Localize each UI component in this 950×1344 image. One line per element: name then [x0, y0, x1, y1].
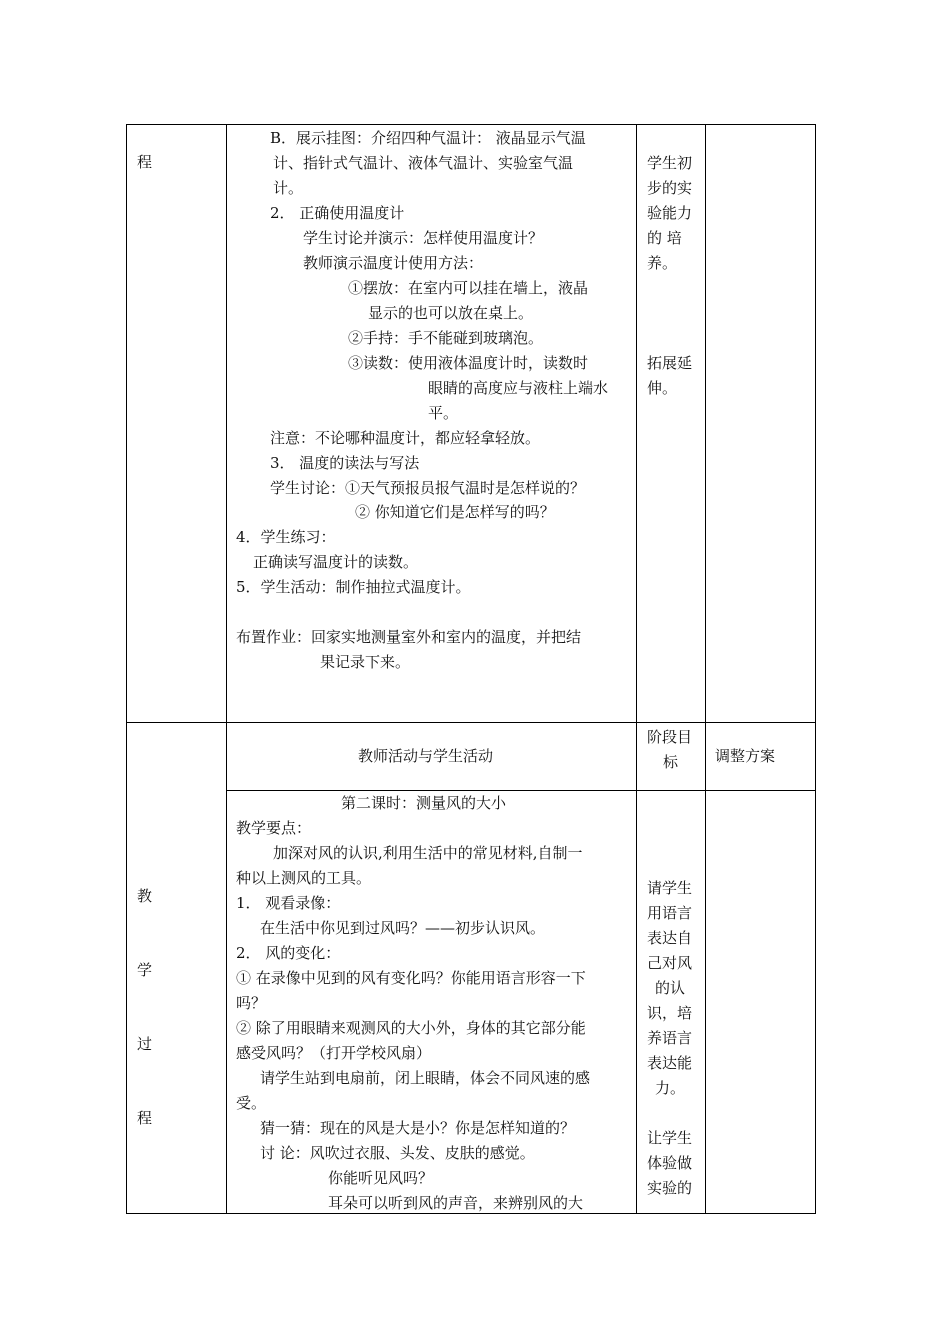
s1-goal-7: 伸。: [647, 379, 678, 397]
s1-goal-6: 拓展延: [647, 354, 693, 372]
section2-left-char-2: 学: [137, 961, 153, 979]
s2-goal-6: 识，培: [647, 1004, 693, 1022]
s2-line-5: 1． 观看录像：: [236, 894, 341, 912]
s2-goal-2: 用语言: [647, 904, 693, 922]
column-divider-1: [226, 124, 227, 1214]
s1-line-12: 平。: [428, 404, 459, 422]
column-divider-2: [636, 124, 637, 1214]
s2-goal-8: 表达能: [647, 1054, 693, 1072]
s1-goal-4: 的 培: [647, 229, 682, 247]
s1-line-1: B．展示挂图：介绍四种气温计： 液晶显示气温: [270, 129, 586, 147]
table-left-border: [126, 124, 127, 1214]
s2-line-10: ② 除了用眼睛来观测风的大小外，身体的其它部分能: [236, 1019, 586, 1037]
row-divider-header-top: [126, 722, 816, 723]
header-stage-goal-1: 阶段目: [647, 728, 693, 746]
s2-line-12: 请学生站到电扇前，闭上眼睛，体会不同风速的感: [260, 1069, 591, 1087]
s1-line-19: 5．学生活动：制作抽拉式温度计。: [236, 578, 471, 596]
s1-line-7: ①摆放：在室内可以挂在墙上，液晶: [348, 279, 589, 297]
s2-goal-12: 实验的: [647, 1179, 693, 1197]
s2-goal-3: 表达自: [647, 929, 693, 947]
s1-line-17: 4．学生练习：: [236, 528, 336, 546]
s2-line-7: 2． 风的变化：: [236, 944, 341, 962]
s2-line-4: 种以上测风的工具。: [236, 869, 372, 887]
table-right-border: [815, 124, 816, 1214]
s1-line-21: 果记录下来。: [320, 653, 411, 671]
s1-goal-1: 学生初: [647, 154, 693, 172]
column-divider-3: [705, 124, 706, 1214]
header-stage-goal-2: 标: [663, 753, 679, 771]
s2-line-1: 第二课时：测量风的大小: [341, 794, 507, 812]
s2-line-3: 加深对风的认识,利用生活中的常见材料,自制一: [273, 844, 583, 862]
s2-line-13: 受。: [236, 1094, 267, 1112]
s1-line-2: 计、指针式气温计、液体气温计、实验室气温: [273, 154, 574, 172]
section2-left-char-4: 程: [137, 1109, 153, 1127]
section2-left-char-1: 教: [137, 887, 153, 905]
header-adjustment: 调整方案: [715, 747, 776, 765]
s2-line-15: 讨 论：风吹过衣服、头发、皮肤的感觉。: [260, 1144, 535, 1162]
s2-goal-5: 的认: [655, 979, 686, 997]
s1-line-5: 学生讨论并演示：怎样使用温度计？: [303, 229, 544, 247]
s2-line-17: 耳朵可以听到风的声音，来辨别风的大: [328, 1194, 584, 1212]
s2-line-6: 在生活中你见到过风吗？——初步认识风。: [260, 919, 546, 937]
s2-goal-4: 己对风: [647, 954, 693, 972]
s1-line-13: 注意：不论哪种温度计，都应轻拿轻放。: [270, 429, 541, 447]
s1-goal-5: 养。: [647, 254, 678, 272]
s1-line-10: ③读数：使用液体温度计时，读数时: [348, 354, 589, 372]
s2-line-8: ① 在录像中见到的风有变化吗？你能用语言形容一下: [236, 969, 586, 987]
s1-line-3: 计。: [273, 179, 304, 197]
s1-line-14: 3． 温度的读法与写法: [270, 454, 420, 472]
s2-line-14: 猜一猜：现在的风是大是小？你是怎样知道的？: [260, 1119, 576, 1137]
s2-line-16: 你能听见风吗？: [328, 1169, 434, 1187]
s1-line-4: 2． 正确使用温度计: [270, 204, 405, 222]
s1-line-15: 学生讨论：①天气预报员报气温时是怎样说的？: [270, 479, 586, 497]
s2-line-9: 吗？: [236, 994, 267, 1012]
s1-line-18: 正确读写温度计的读数。: [253, 553, 419, 571]
s1-line-11: 眼睛的高度应与液柱上端水: [428, 379, 609, 397]
header-activities: 教师活动与学生活动: [358, 747, 494, 765]
s2-goal-7: 养语言: [647, 1029, 693, 1047]
section2-left-char-3: 过: [137, 1035, 153, 1053]
s1-goal-2: 步的实: [647, 179, 693, 197]
s2-line-2: 教学要点：: [236, 819, 312, 837]
s1-line-6: 教师演示温度计使用方法：: [303, 254, 484, 272]
s2-goal-1: 请学生: [647, 879, 693, 897]
table-top-border: [126, 124, 816, 125]
s1-line-9: ②手持：手不能碰到玻璃泡。: [348, 329, 544, 347]
s1-line-20: 布置作业：回家实地测量室外和室内的温度，并把结: [236, 628, 582, 646]
section1-left-label: 程: [137, 153, 153, 171]
s1-goal-3: 验能力: [647, 204, 693, 222]
s1-line-16: ② 你知道它们是怎样写的吗？: [355, 503, 555, 521]
table-bottom-border: [126, 1213, 816, 1214]
s2-goal-11: 体验做: [647, 1154, 693, 1172]
s2-goal-10: 让学生: [647, 1129, 693, 1147]
row-divider-header-bottom: [226, 790, 816, 791]
s2-line-11: 感受风吗？（打开学校风扇）: [236, 1044, 432, 1062]
s2-goal-9: 力。: [655, 1079, 686, 1097]
s1-line-8: 显示的也可以放在桌上。: [368, 304, 534, 322]
